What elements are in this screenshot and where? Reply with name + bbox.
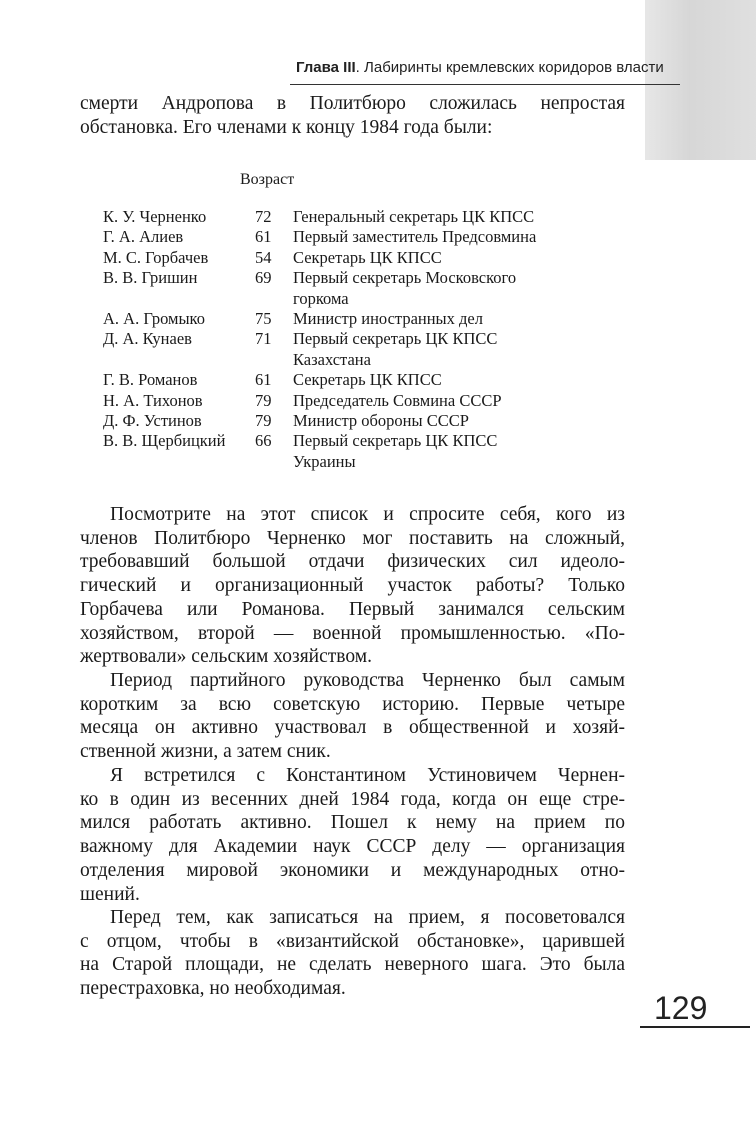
text-line: Перед тем, как записаться на прием, я посоветовался xyxy=(110,907,625,928)
body-paragraph xyxy=(80,906,625,1001)
member-name: А. А. Громыко xyxy=(103,309,205,329)
member-post: Первый секретарь ЦК КПСС Украины xyxy=(293,431,498,471)
member-post: Секретарь ЦК КПСС xyxy=(293,247,442,267)
table-row xyxy=(103,227,563,247)
text-line: шений. xyxy=(80,883,140,905)
text-line: перестраховка, но необходимая. xyxy=(80,978,346,1000)
thumb-index-shade xyxy=(645,0,756,160)
body-paragraph xyxy=(80,764,625,906)
text-line: обстановка. Его членами к концу 1984 года были: xyxy=(80,116,493,138)
text-line: на Старой площади, не сделать неверного шага. Это была xyxy=(80,954,625,976)
header-rule xyxy=(290,84,680,85)
table-row xyxy=(103,370,563,390)
page-number-rule xyxy=(640,1026,750,1028)
member-age: 69 xyxy=(255,268,272,288)
text-line: отделения мировой экономики и международных отно- xyxy=(80,859,625,881)
member-post: Министр иностранных дел xyxy=(293,309,483,329)
member-post: Генеральный секретарь ЦК КПСС xyxy=(293,207,535,226)
member-post: Председатель Совмина СССР xyxy=(293,390,502,410)
member-name: М. С. Горбачев xyxy=(103,247,209,267)
member-age: 61 xyxy=(255,370,272,390)
member-name: В. В. Щербицкий xyxy=(103,431,226,451)
intro-paragraph xyxy=(80,92,625,139)
member-age: 54 xyxy=(255,247,272,267)
chapter-title: . Лабиринты кремлевских коридоров власти xyxy=(355,59,664,76)
page-number: 129 xyxy=(654,990,708,1026)
running-head xyxy=(296,59,664,76)
text-line: Посмотрите на этот список и спросите себя, кого из xyxy=(110,504,625,525)
table-row xyxy=(103,207,563,227)
member-age: 79 xyxy=(255,390,272,410)
text-line: месяца он активно участвовал в общественной и хозяй- xyxy=(80,717,625,739)
member-name: Д. Ф. Устинов xyxy=(103,411,202,431)
member-age: 72 xyxy=(255,207,272,226)
member-name: В. В. Гришин xyxy=(103,268,198,288)
member-age: 71 xyxy=(255,329,272,349)
table-row xyxy=(103,268,563,309)
text-line: членов Политбюро Черненко мог поставить на сложный, xyxy=(80,527,625,549)
member-name: Д. А. Кунаев xyxy=(103,329,192,349)
table-row xyxy=(103,411,563,431)
age-column-header: Возраст xyxy=(240,171,295,188)
text-line: требовавший большой отдачи физических сил идеоло- xyxy=(80,551,625,573)
member-name: К. У. Черненко xyxy=(103,207,207,226)
text-line: Я встретился с Константином Устиновичем Чернен- xyxy=(110,765,625,786)
member-post: Первый заместитель Предсовмина xyxy=(293,227,537,247)
body-paragraph xyxy=(80,503,625,669)
chapter-label: Глава III xyxy=(296,59,356,76)
member-name: Н. А. Тихонов xyxy=(103,390,203,410)
member-age: 61 xyxy=(255,227,272,247)
table-row xyxy=(103,329,563,370)
politburo-table xyxy=(103,207,563,472)
text-line: хозяйством, второй — военной промышленностью. «По- xyxy=(80,622,625,644)
member-name: Г. А. Алиев xyxy=(103,227,184,247)
text-line: гический и организационный участок работы? Только xyxy=(80,575,625,597)
text-line: смерти Андропова в Политбюро сложилась непростая xyxy=(80,93,625,114)
table-row xyxy=(103,309,563,329)
member-post: Первый секретарь Московского горкома xyxy=(293,268,517,308)
member-post: Министр обороны СССР xyxy=(293,411,469,431)
member-post: Первый секретарь ЦК КПСС Казахстана xyxy=(293,329,498,369)
text-line: с отцом, чтобы в «византийской обстановке», царившей xyxy=(80,930,625,952)
text-line: жертвовали» сельским хозяйством. xyxy=(80,646,372,668)
table-row xyxy=(103,391,563,411)
member-age: 75 xyxy=(255,309,272,329)
member-age: 66 xyxy=(255,431,272,451)
member-post: Секретарь ЦК КПСС xyxy=(293,370,442,390)
text-line: Горбачева или Романова. Первый занимался сельским xyxy=(80,598,625,620)
text-line: важному для Академии наук СССР делу — организация xyxy=(80,836,625,858)
member-name: Г. В. Романов xyxy=(103,370,198,390)
member-age: 79 xyxy=(255,411,272,431)
text-line: ственной жизни, а затем сник. xyxy=(80,741,331,763)
text-line: ко в один из весенних дней 1984 года, когда он еще стре- xyxy=(80,788,625,810)
body-paragraph xyxy=(80,669,625,764)
text-line: коротким за всю советскую историю. Первые четыре xyxy=(80,693,625,715)
text-line: мился работать активно. Пошел к нему на прием по xyxy=(80,812,625,834)
table-row xyxy=(103,431,563,472)
text-line: Период партийного руководства Черненко был самым xyxy=(110,670,625,691)
table-row xyxy=(103,248,563,268)
